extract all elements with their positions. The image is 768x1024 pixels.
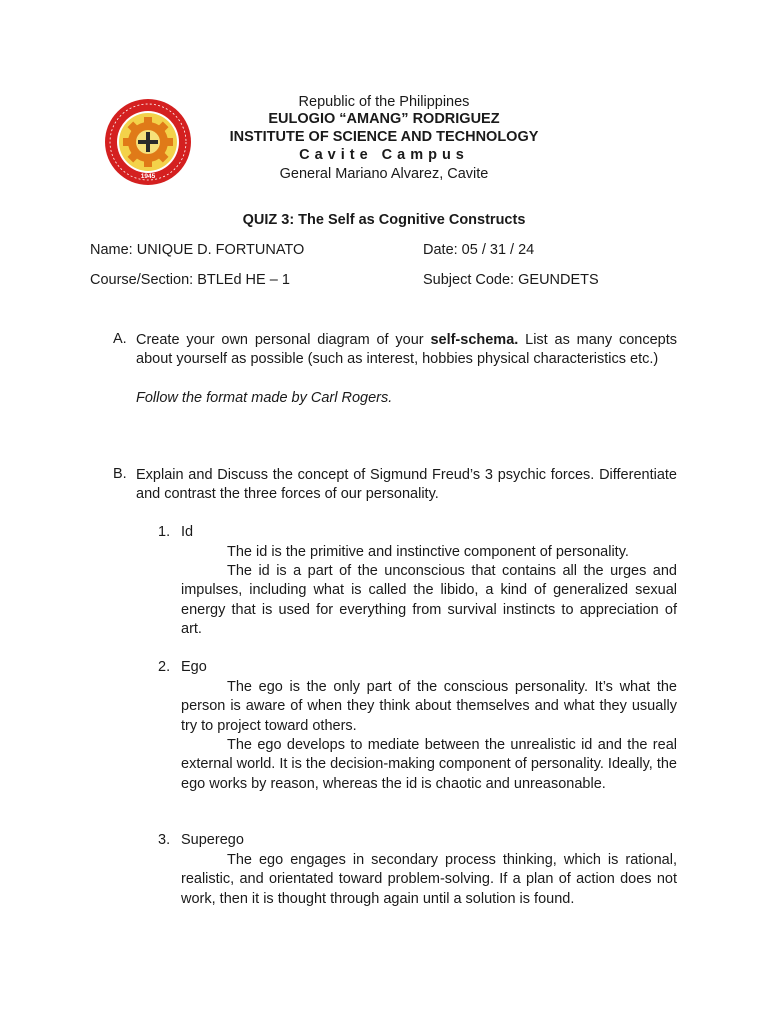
item-1-paragraph-1: The id is the primitive and instinctive component of personality.	[227, 544, 629, 560]
section-b-marker: B.	[113, 466, 127, 482]
item-2-paragraph-2: The ego develops to mediate between the unrealistic id and the real external world. It is the decision-making component of personality. Ideally, the ego works by reason, whereas the id is chaotic and unreasonable.	[181, 737, 677, 792]
section-a-italic: Follow the format made by Carl Rogers.	[136, 390, 393, 406]
item-2-paragraph-1: The ego is the only part of the conscious personality. It’s what the person is aware of when they think about themselves and what they usually try to project toward others.	[181, 679, 677, 734]
item-1-paragraph-2: The id is a part of the unconscious that contains all the urges and impulses, including what is called the libido, a kind of generalized sexual energy that is used for everything from survival instincts to appreciation of art.	[181, 563, 677, 638]
student-name: Name: UNIQUE D. FORTUNATO	[90, 242, 305, 258]
subject-code: Subject Code: GEUNDETS	[423, 272, 599, 288]
item-2-marker: 2.	[158, 659, 171, 675]
item-3-title: Superego	[181, 832, 244, 848]
quiz-title: QUIZ 3: The Self as Cognitive Constructs	[242, 212, 526, 228]
item-1-title: Id	[181, 524, 194, 540]
course-section: Course/Section: BTLEd HE – 1	[90, 272, 290, 288]
section-a-text	[136, 331, 677, 370]
item-2-title: Ego	[181, 659, 207, 675]
section-a-text-after: List as many concepts about yourself as possible (such as interest, hobbies physical characteristics etc.)	[136, 332, 677, 368]
section-a-text-before: Create your own personal diagram of your	[136, 332, 431, 348]
header-address: General Mariano Alvarez, Cavite	[279, 166, 489, 182]
header-campus: Cavite Campus	[299, 147, 469, 163]
section-a-text-bold: self-schema.	[430, 332, 519, 348]
header-school-name: EULOGIO “AMANG” RODRIGUEZ	[268, 111, 500, 127]
item-1-marker: 1.	[158, 524, 171, 540]
quiz-date: Date: 05 / 31 / 24	[423, 242, 535, 258]
header-institute: INSTITUTE OF SCIENCE AND TECHNOLOGY	[229, 129, 539, 145]
section-a-marker: A.	[113, 331, 127, 347]
item-3-marker: 3.	[158, 832, 171, 848]
section-b-text: Explain and Discuss the concept of Sigmund Freud’s 3 psychic forces. Differentiate and contrast the three forces of our personality.	[136, 467, 677, 503]
item-3-paragraph-1: The ego engages in secondary process thinking, which is rational, realistic, and orientated toward problem-solving. If a plan of action does not work, then it is thought through again until a solution is found.	[181, 852, 677, 907]
header-republic: Republic of the Philippines	[298, 94, 470, 110]
seal-year: 1945	[140, 173, 156, 180]
